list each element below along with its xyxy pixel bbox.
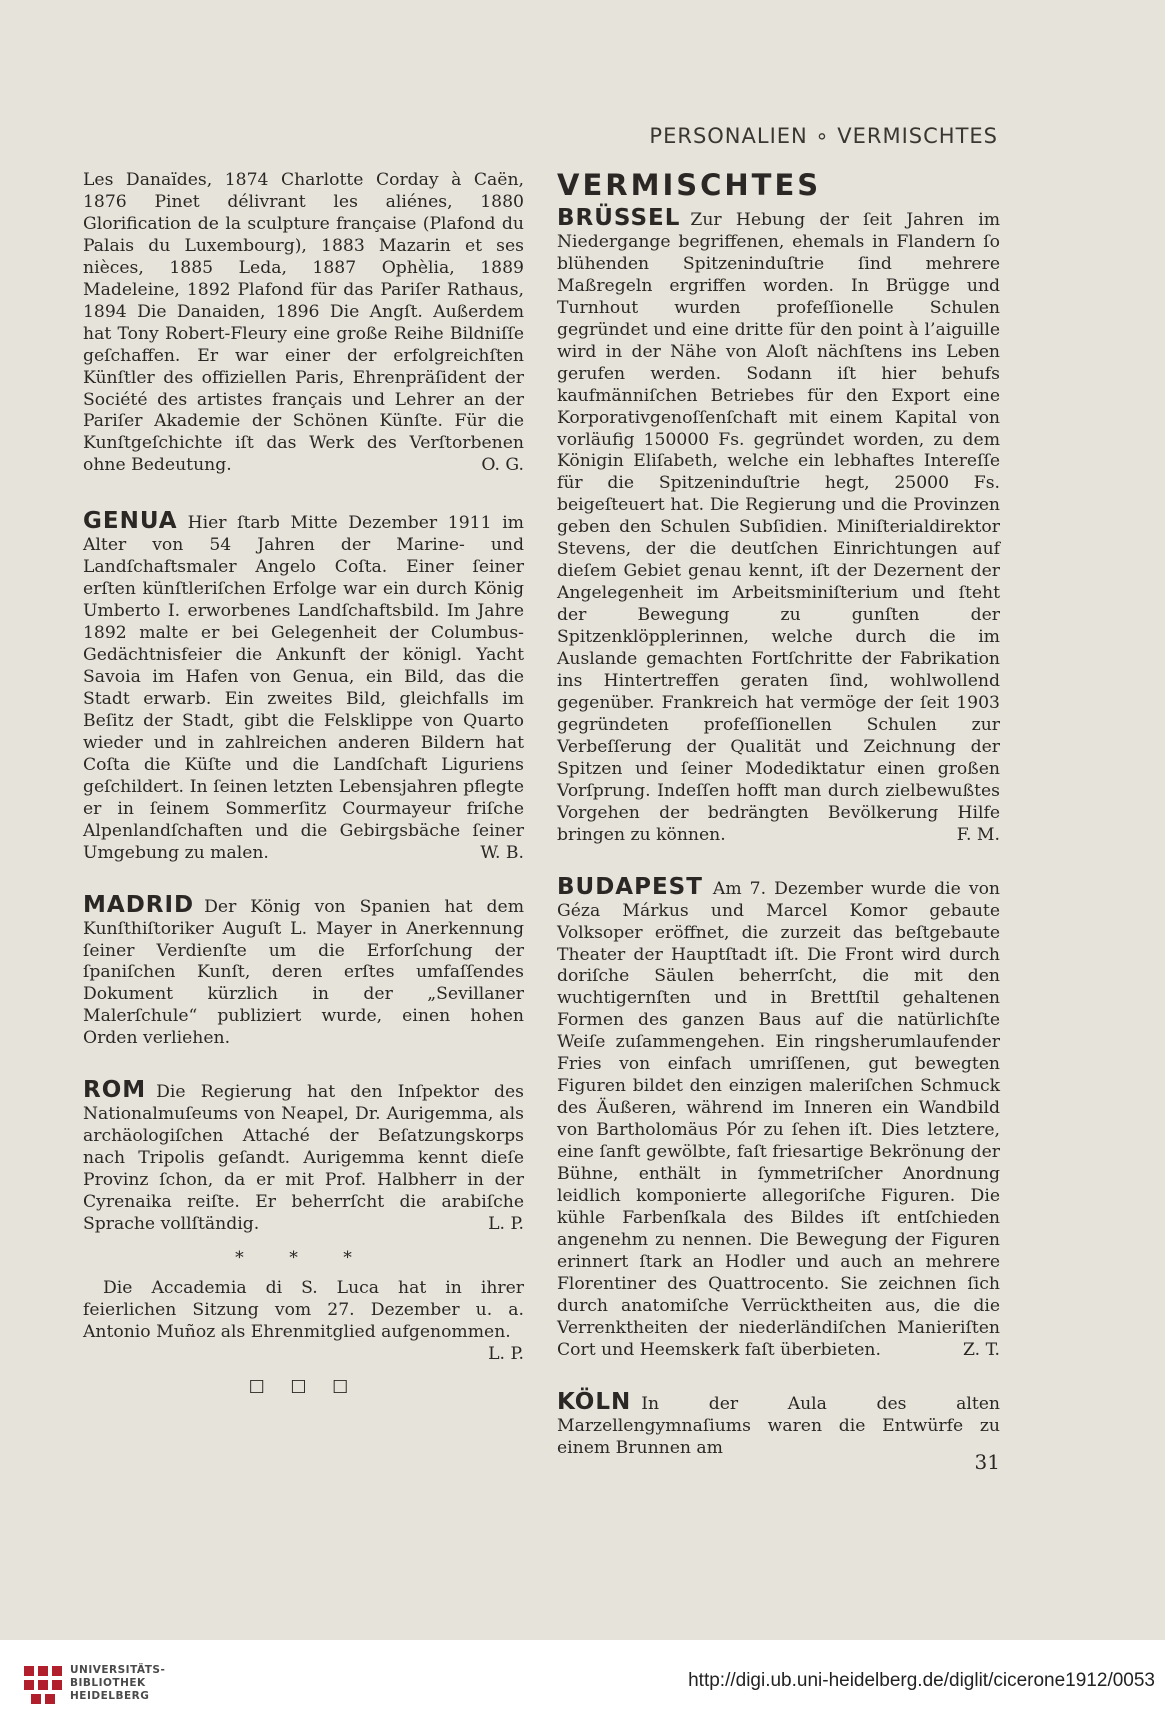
intro-paragraph <box>83 170 524 477</box>
budapest-text: Am 7. Dezember wurde die von Géza Márkus und Marcel Komor gebaute Volksoper eröffnet, die zurzeit das beſtgebaute Theater der Hauptſtadt iſt. Die Front wird durch doriſche Säulen beherrſcht, die mit den wuchtigernſten und in Brettſtil gehaltenen Formen des ganzen Baus auf die natürlichſte Weiſe zuſammengehen. Ein ringsherumlaufender Fries von einfach umriſſenen, gut bewegten Figuren bildet den einzigen maleriſchen Schmuck des Äußeren, während im Inneren ein Wandbild von Bartholomäus Pór zu ſehen iſt. Dies letztere, eine ſanft gewölbte, faſt friesartige Bekrönung der Bühne, enthält in ſymmetriſcher Anordnung leidlich komponierte allegoriſche Figuren. Die kühle Farbenſkala des Bildes iſt entſchieden angenehm zu nennen. Die Bewegung der Figuren erinnert ſtark an Hodler und auch an mehrere Florentiner des Quattrocento. Sie zeichnen ſich durch anatomiſche Verrücktheiten aus, die die Verrenktheiten der niederländiſchen Manieriſten Cort und Heemskerk faſt überbieten. <box>557 878 1000 1360</box>
library-logo-text <box>70 1664 165 1703</box>
madrid-text: Der König von Spanien hat dem Kunſthiſtoriker Auguſt L. Mayer in Anerkennung ſeiner Verdienſte um die Erforſchung der ſpaniſchen Kunſt, deren erſtes umfaſſendes Dokument kürzlich in der „Sevillaner Malerſchule“ publiziert wurde, einen hohen Orden verliehen. <box>83 896 524 1049</box>
accademia-paragraph <box>83 1278 524 1366</box>
bruessel-signature: F. M. <box>956 824 1000 845</box>
source-url-link[interactable]: http://digi.ub.uni-heidelberg.de/diglit/cicerone1912/0053 <box>688 1670 1155 1691</box>
end-marks: □ □ □ <box>248 1375 359 1396</box>
genua-heading: GENUA <box>83 508 178 535</box>
accademia-signature: L. P. <box>488 1343 524 1364</box>
genua-text: Hier ſtarb Mitte Dezember 1911 im Alter von 54 Jahren der Marine- und Landſchaftsmaler Angelo Coſta. Einer ſeiner erſten künſtleriſchen Erfolge war ein durch König Umberto I. erworbenes Landſchaftsbild. Im Jahre 1892 malte er bei Gelegenheit der Columbus-Gedächtnisfeier die Ankunft der königl. Yacht Savoia im Hafen von Genua, ein Bild, das die Stadt erwarb. Ein zweites Bild, gleichfalls im Beſitz der Stadt, gibt die Felsklippe von Quarto wieder und in zahlreichen anderen Bildern hat Coſta die Küſte und die Landſchaft Liguriens geſchildert. In ſeinen letzten Lebensjahren pflegte er in ſeinem Sommerſitz Courmayeur friſche Alpenlandſchaften und die Gebirgsbäche ſeiner Umgebung zu malen. <box>83 513 524 863</box>
koeln-heading: KÖLN <box>557 1388 632 1415</box>
rom-text: Die Regierung hat den Inſpektor des Nationalmuſeums von Neapel, Dr. Aurigemma, als archäologiſchen Attaché der Beſatzungskorps nach Tripolis geſandt. Aurigemma kennt dieſe Provinz ſchon, da er mit Prof. Halbherr in der Cyrenaika reiſte. Er beherrſcht die arabiſche Sprache vollſtändig. <box>83 1082 524 1234</box>
madrid-section <box>83 891 524 1051</box>
rom-heading: ROM <box>83 1077 147 1104</box>
bruessel-text: Zur Hebung der ſeit Jahren im Niedergange begriffenen, ehemals in Flandern ſo blühenden Spitzeninduſtrie ſind mehrere Maßregeln ergriffen worden. In Brügge und Turnhout wurden profeſſionelle Schulen gegründet und eine dritte für den point à l’aiguille wird in der Nähe von Aloſt nächſtens ins Leben gerufen werden. Sodann iſt hier behufs kaufmänniſchen Betriebes für den Export eine Korporativgenoſſenſchaft mit einem Kapital von vorläufig 150000 Fs. gegründet worden, zu dem Königin Eliſabeth, welche ein lebhaftes Intereſſe für die Spitzeninduſtrie hegt, 25000 Fs. beigeſteuert hat. Die Regierung und die Provinzen geben den Schulen Subſidien. Miniſterialdirektor Stevens, der die deutſchen Einrichtungen auf dieſem Gebiet genau kennt, iſt der Dezernent der Angelegenheit im Arbeitsminiſterium und ſteht der Bewegung zu gunſten der Spitzenklöpplerinnen, welche durch die im Auslande gemachten Fortſchritte der Fabrikation ins Hintertreffen geraten ſind, wohlwollend gegenüber. Frankreich hat vermöge der ſeit 1903 gegründeten profeſſionellen Schulen zur Verbeſſerung der Qualität und Zeichnung der Spitzen und ſeiner Modediktatur einen großen Vorſprung. Indeſſen hofft man durch zielbewußtes Vorgehen der bedrängten Bevölkerung Hilfe bringen zu können. <box>557 210 1000 845</box>
bruessel-section <box>557 205 1000 847</box>
koeln-section <box>557 1388 1000 1460</box>
page-number: 31 <box>974 1450 1000 1474</box>
budapest-section <box>557 873 1000 1362</box>
koeln-text: In der Aula des alten Marzellengymnaſiums waren die Entwürfe zu einem Brunnen am <box>557 1393 1000 1458</box>
logo-line: HEIDELBERG <box>70 1690 150 1702</box>
running-head: PERSONALIEN ∘ VERMISCHTES <box>649 124 998 148</box>
genua-signature: W. B. <box>480 842 524 863</box>
logo-line: BIBLIOTHEK <box>70 1677 146 1689</box>
budapest-heading: BUDAPEST <box>557 873 703 900</box>
section-title-vermischtes: VERMISCHTES <box>557 168 822 202</box>
intro-text: Les Danaïdes, 1874 Charlotte Corday à Caën, 1876 Pinet délivrant les aliénes, 1880 Glorification de la sculpture française (Plafond du Palais du Luxembourg), 1883 Mazarin et ses nièces, 1885 Leda, 1887 Ophèlia, 1889 Madeleine, 1892 Plafond für das Pariſer Rathaus, 1894 Die Danaiden, 1896 Die Angſt. Außerdem hat Tony Robert-Fleury eine große Reihe Bildniſſe geſchaffen. Er war einer der erfolgreichſten Künſtler des offiziellen Paris, Ehrenpräſident der Société des artistes français und Lehrer an der Pariſer Akademie der Schönen Künſte. Für die Kunſtgeſchichte iſt das Werk des Verſtorbenen ohne Bedeutung. <box>83 170 524 476</box>
library-footer <box>0 1640 1165 1732</box>
genua-section <box>83 508 524 864</box>
madrid-heading: MADRID <box>83 891 195 918</box>
separator-stars: * * * <box>235 1247 372 1268</box>
right-column <box>557 168 1000 1459</box>
bruessel-heading: BRÜSSEL <box>557 205 681 231</box>
rom-section <box>83 1077 524 1236</box>
university-seal-icon <box>22 1662 64 1710</box>
accademia-text: Die Accademia di S. Luca hat in ihrer feierlichen Sitzung vom 27. Dezember u. a. Antonio Muñoz als Ehrenmitglied aufgenommen. <box>83 1277 524 1342</box>
logo-line: UNIVERSITÄTS- <box>70 1664 166 1676</box>
intro-signature: O. G. <box>481 455 524 476</box>
left-column <box>83 170 524 1398</box>
budapest-signature: Z. T. <box>963 1339 1000 1360</box>
rom-signature: L. P. <box>488 1213 524 1234</box>
